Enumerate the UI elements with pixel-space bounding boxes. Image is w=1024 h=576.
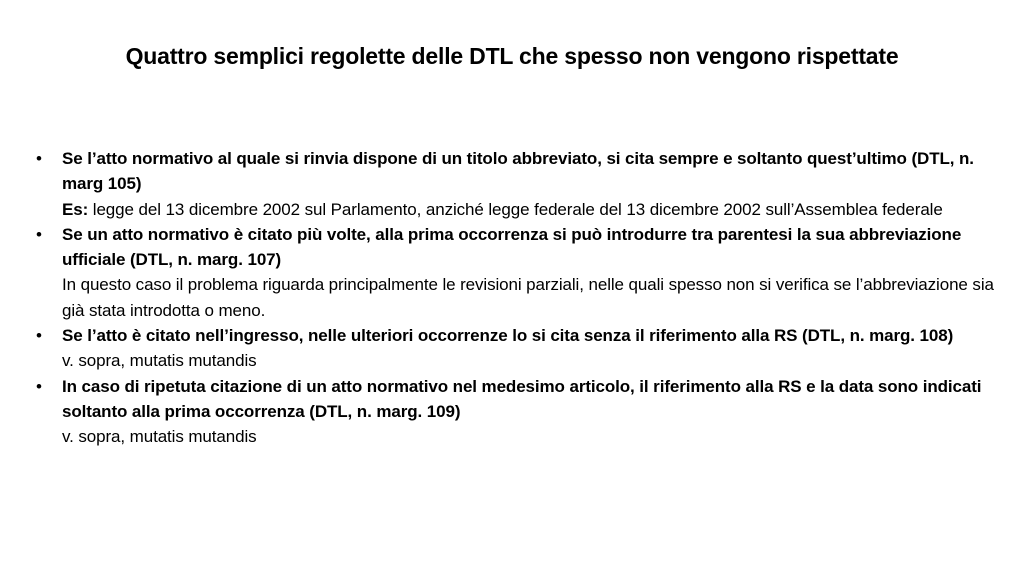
bullet-note-text: In questo caso il problema riguarda principalmente le revisioni parziali, nelle quali spesso non si verifica se l’abbreviazione sia già stata introdotta o meno.	[62, 275, 994, 320]
bullet-rule-text: Se l’atto è citato nell’ingresso, nelle ulteriori occorrenze lo si cita senza il riferimento alla RS (DTL, n. marg. 108)	[62, 326, 954, 346]
bullet-example-text	[62, 197, 996, 222]
bullet-rule-text: Se un atto normativo è citato più volte, alla prima occorrenza si può introdurre tra parentesi la sua abbreviazione ufficiale (DTL, n. marg. 107)	[62, 224, 962, 270]
bullet-item-abbreviation	[36, 222, 996, 323]
bullet-note-text: v. sopra, mutatis mutandis	[62, 427, 257, 447]
bullet-dot-icon: •	[36, 326, 42, 346]
example-label: Es:	[62, 199, 89, 219]
bullet-rule-text: Se l’atto normativo al quale si rinvia dispone di un titolo abbreviato, si cita sempre e soltanto quest’ultimo (DTL, n. marg 105)	[62, 149, 974, 194]
bullet-rule-text: In caso di ripetuta citazione di un atto normativo nel medesimo articolo, il riferimento alla RS e la data sono indicati soltanto alla prima occorrenza (DTL, n. marg. 109)	[62, 376, 982, 421]
bullet-item-repeated-citation	[36, 374, 996, 450]
bullet-item-short-title	[36, 146, 996, 222]
example-body: legge del 13 dicembre 2002 sul Parlamento, anziché legge federale del 13 dicembre 2002 sull’Assemblea federale	[88, 199, 943, 219]
bullet-dot-icon: •	[36, 224, 42, 244]
bullet-list	[36, 146, 996, 450]
bullet-note-text: v. sopra, mutatis mutandis	[62, 351, 257, 371]
bullet-item-preamble	[36, 323, 996, 374]
slide-title: Quattro semplici regolette delle DTL che spesso non vengono rispettate	[125, 43, 899, 69]
bullet-dot-icon: •	[36, 149, 42, 168]
bullet-dot-icon: •	[36, 376, 42, 396]
